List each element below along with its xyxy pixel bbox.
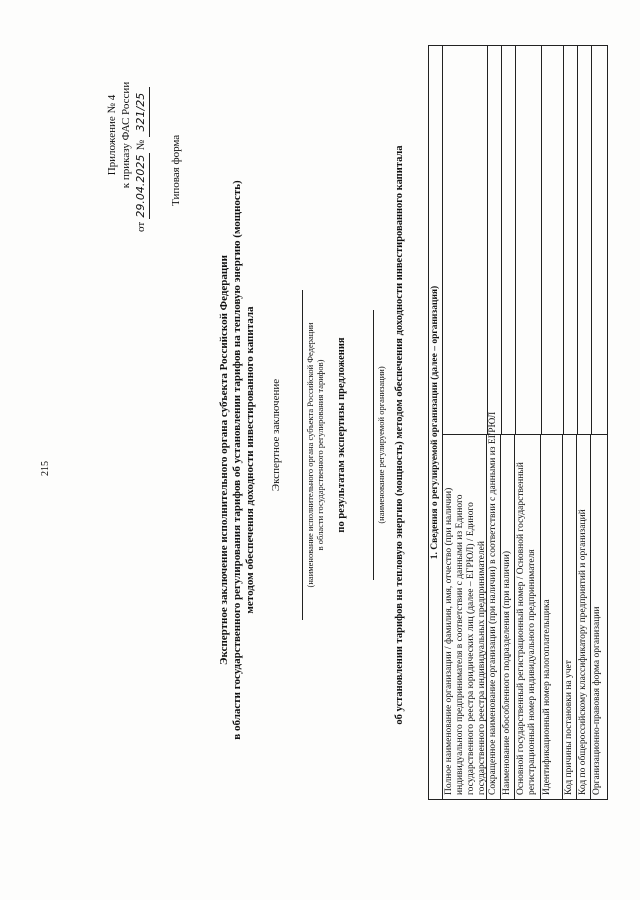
date-prefix: от: [135, 221, 147, 232]
main-title-line-1: Экспертное заключение исполнительного органа субъекта Российской Федерации: [218, 255, 230, 665]
table-row: Наименование обособленного подразделения (при наличии): [501, 434, 515, 799]
authority-caption-line-1: (наименование исполнительного органа субъекта Российской Федерации: [305, 322, 315, 588]
main-title: [218, 80, 257, 840]
appendix-line-1: Приложение № 4: [106, 94, 118, 176]
table-row: Организационно-правовая форма организации: [592, 606, 602, 795]
table-row: Основной государственный регистрационный номер / Основной государственный регистрационный номер индивидуального предпринимателя: [515, 434, 541, 799]
table-row-line: [591, 46, 592, 435]
main-title-line-2: в области государственного регулирования тарифов об установлении тарифов на тепловую энергию (мощность): [231, 180, 243, 740]
authority-underline: [302, 290, 303, 620]
appendix-block: [105, 30, 150, 240]
org-caption: (наименование регулируемой организации): [376, 366, 386, 524]
purpose-line: об установлении тарифов на тепловую энергию (мощность) методом обеспечения доходности инвестированного капитала: [394, 145, 405, 725]
number-handwritten: 321/25: [133, 87, 150, 137]
organization-info-table: [428, 45, 608, 800]
table-row: Идентификационный номер налогоплательщика: [541, 434, 563, 799]
sub-title: Экспертное заключение: [270, 378, 282, 492]
number-prefix: №: [135, 139, 147, 151]
table-row-line: [487, 46, 488, 435]
authority-caption: [305, 260, 325, 650]
authority-caption-line-2: в области государственного регулирования тарифов): [315, 359, 325, 551]
table-row: Код причины постановки на учет: [563, 434, 577, 799]
table-row-line: [515, 46, 516, 435]
table-row-line: [541, 46, 542, 435]
rotated-content: [20, 20, 620, 880]
results-line: по результатам экспертизы предложения: [336, 337, 347, 533]
page-number: 215: [40, 461, 51, 476]
table-row: Сокращенное наименование организации (при наличии) в соответствии с данными из ЕГРЮЛ: [487, 434, 501, 799]
org-underline: [373, 310, 374, 580]
main-title-line-3: методом обеспечения доходности инвестированного капитала: [244, 306, 256, 614]
form-type: Типовая форма: [170, 134, 182, 206]
date-handwritten: 29.04.2025: [133, 153, 150, 219]
table-section-header: 1. Сведения о регулируемой организации (далее – организация): [429, 46, 443, 799]
appendix-line-2: к приказу ФАС России: [120, 81, 132, 189]
table-row-line: [563, 46, 564, 435]
appendix-date-line: [133, 30, 150, 240]
table-row-line: [501, 46, 502, 435]
table-row-line: [577, 46, 578, 435]
table-row: Код по общероссийскому классификатору предприятий и организаций: [577, 434, 591, 799]
table-row: Полное наименование организации / фамилия, имя, отчество (при наличии) индивидуального предпринимателя в соответствии с данными из Единого государственного реестра юридических лиц (далее – ЕГРЮЛ) / Единого государственного реестра индивидуальных предпринимателей: [443, 434, 487, 799]
